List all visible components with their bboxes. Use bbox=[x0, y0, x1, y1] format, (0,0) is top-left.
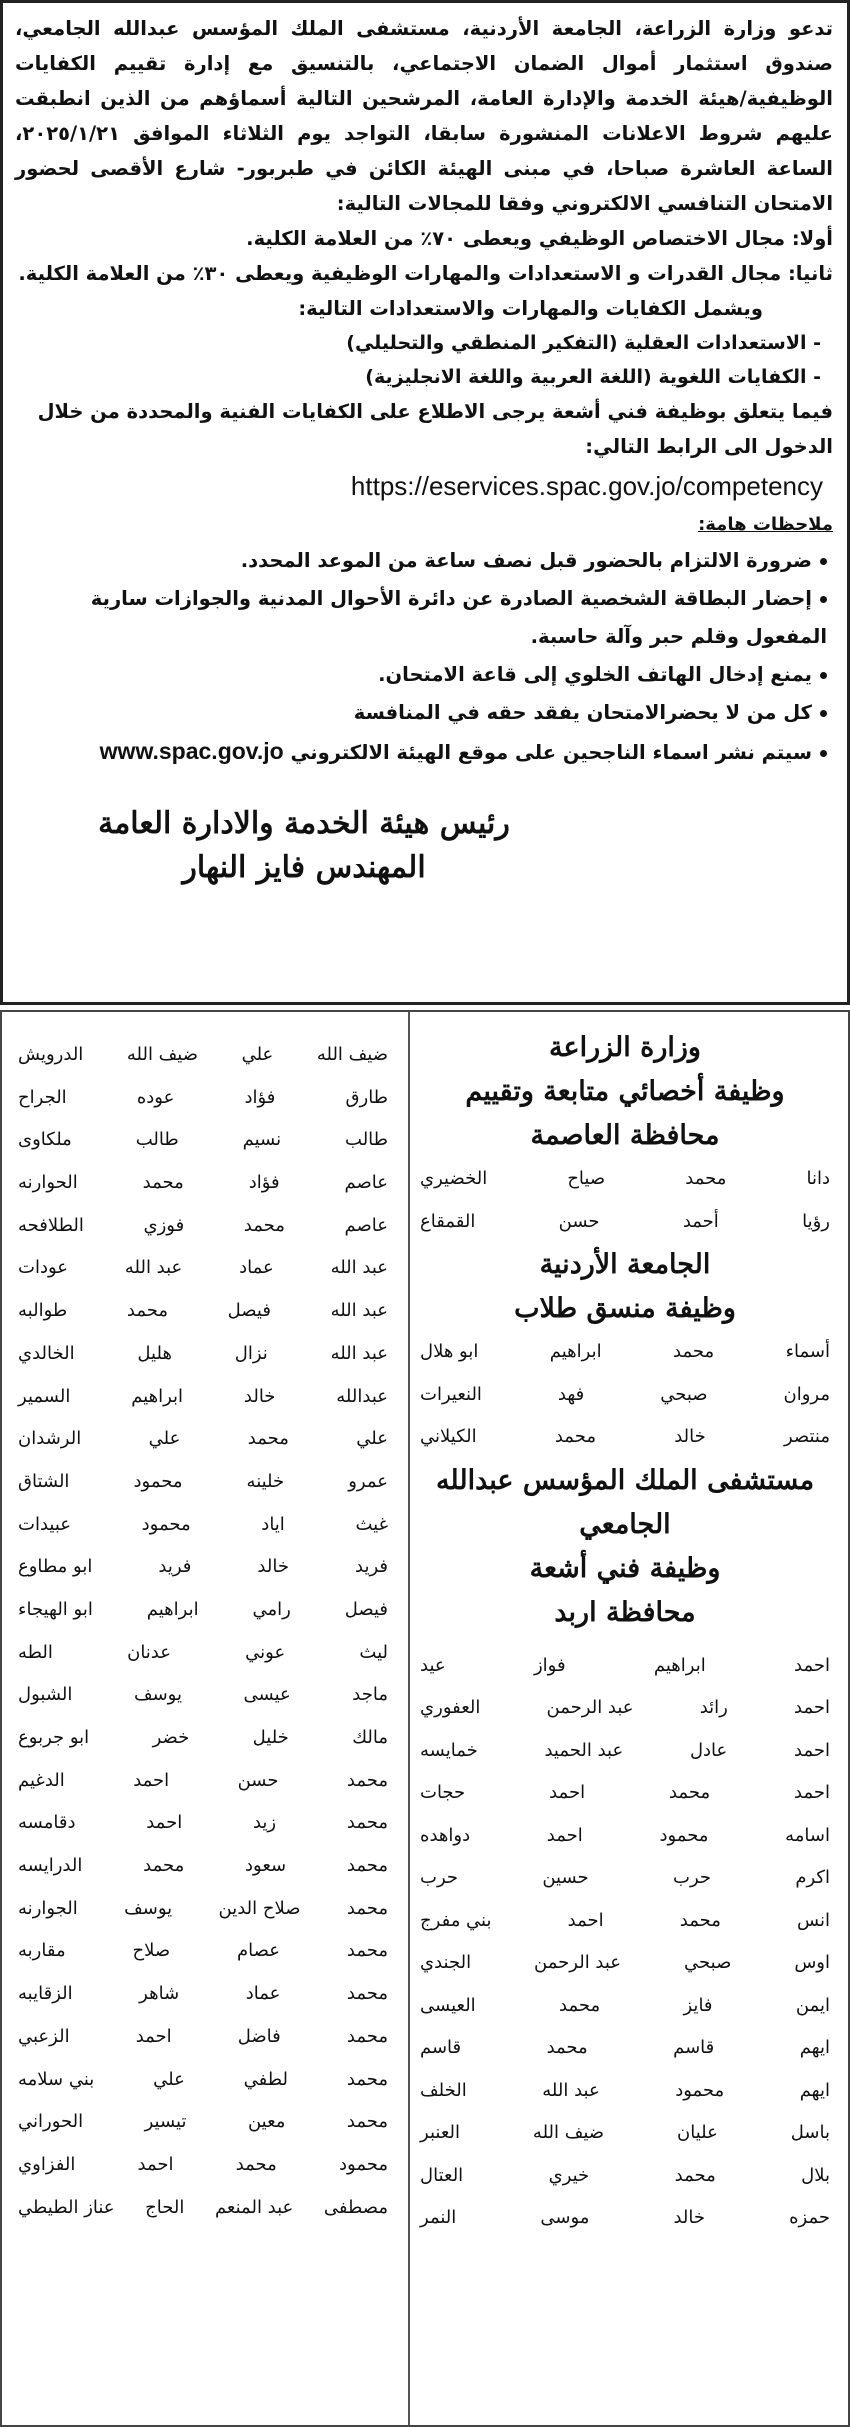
name-part: عبد الله bbox=[330, 1300, 388, 1322]
candidate-name-row bbox=[420, 1374, 830, 1417]
candidates-left-column bbox=[2, 1012, 408, 2425]
name-part: محمود bbox=[339, 2153, 388, 2175]
hospital-governorate: محافظة اربد bbox=[554, 1596, 696, 1628]
name-part: طالب bbox=[345, 1129, 388, 1151]
candidate-name-row bbox=[12, 1845, 388, 1888]
name-part: الرشدان bbox=[18, 1428, 82, 1450]
name-part: محمد bbox=[247, 1428, 289, 1450]
competency-link[interactable]: https://eservices.spac.gov.jo/competency bbox=[350, 471, 823, 501]
name-part: ابو جربوع bbox=[18, 1727, 90, 1748]
competency-mental: - الاستعدادات العقلية (التفكير المنطقي والتحليلي) bbox=[346, 332, 821, 354]
name-part: رؤيا bbox=[802, 1210, 830, 1232]
candidate-name-row bbox=[420, 1687, 830, 1730]
name-part: ابراهيم bbox=[549, 1341, 602, 1362]
name-part: يوسف bbox=[124, 1897, 173, 1919]
name-part: الطلافحه bbox=[18, 1214, 84, 1236]
name-part: أحمد bbox=[682, 1210, 719, 1232]
candidate-name-row bbox=[12, 1632, 388, 1675]
name-part: عبد الرحمن bbox=[546, 1697, 634, 1718]
candidate-name-row bbox=[12, 1333, 388, 1376]
name-part: احمد bbox=[546, 1824, 583, 1846]
name-part: عيد bbox=[420, 1654, 446, 1676]
name-part: الدغيم bbox=[18, 1769, 65, 1791]
name-part: عليان bbox=[677, 2122, 718, 2143]
bullet-icon bbox=[820, 710, 827, 717]
name-part: فريد bbox=[355, 1556, 388, 1578]
ministry-names bbox=[420, 1158, 830, 1243]
signature-title: رئيس هيئة الخدمة والادارة العامة bbox=[98, 806, 510, 841]
name-part: سعود bbox=[245, 1855, 287, 1877]
name-part: ابو مطاوع bbox=[18, 1556, 93, 1578]
ministry-job: وظيفة أخصائي متابعة وتقييم bbox=[465, 1076, 785, 1107]
name-part: ابراهيم bbox=[653, 1654, 706, 1676]
candidate-name-row bbox=[12, 1162, 388, 1205]
candidate-name-row bbox=[12, 1589, 388, 1632]
name-part: غيث bbox=[355, 1513, 388, 1535]
name-part: فوزي bbox=[143, 1214, 185, 1236]
hospital-names-continued bbox=[12, 1034, 388, 2229]
name-part: احمد bbox=[146, 1812, 183, 1834]
candidate-name-row bbox=[12, 1290, 388, 1333]
name-part: احمد bbox=[794, 1654, 830, 1676]
candidate-name-row bbox=[420, 1730, 830, 1773]
name-part: الفزاوي bbox=[18, 2153, 76, 2175]
name-part: فايز bbox=[683, 1994, 713, 2016]
name-part: منتصر bbox=[783, 1426, 830, 1447]
name-part: ابو هلال bbox=[420, 1341, 479, 1362]
name-part: محمد bbox=[243, 1214, 285, 1236]
candidate-name-row bbox=[420, 2155, 830, 2198]
name-part: ماجد bbox=[352, 1684, 388, 1706]
name-part: عماد bbox=[245, 1983, 281, 2005]
name-part: علي bbox=[356, 1428, 388, 1450]
name-part: الجندي bbox=[420, 1952, 472, 1973]
hospital-heading-line2: الجامعي bbox=[579, 1508, 671, 1540]
name-part: العنبر bbox=[420, 2122, 460, 2143]
candidate-name-row bbox=[12, 1674, 388, 1717]
name-part: عمرو bbox=[348, 1470, 388, 1492]
field-specialization: أولا: مجال الاختصاص الوظيفي ويعطى ٧٠٪ من العلامة الكلية. bbox=[246, 227, 833, 250]
name-part: الجوارنه bbox=[18, 1897, 78, 1919]
name-part: عاصم bbox=[344, 1172, 388, 1194]
field-abilities: ثانيا: مجال القدرات و الاستعدادات والمهارات الوظيفية ويعطى ٣٠٪ من العلامة الكلية. bbox=[18, 262, 833, 285]
note-item: إحضار البطاقة الشخصية الصادرة عن دائرة الأحوال المدنية والجوازات سارية المفعول وقلم حبر وآلة حاسبة. bbox=[90, 587, 827, 648]
name-part: الحوارنه bbox=[18, 1172, 78, 1194]
name-part: محمد bbox=[346, 1983, 388, 2005]
name-part: محمد bbox=[346, 1897, 388, 1919]
name-part: خالد bbox=[257, 1556, 289, 1578]
name-part: علي bbox=[153, 2068, 185, 2090]
name-part: علي bbox=[148, 1428, 181, 1450]
candidate-name-row bbox=[12, 2144, 388, 2187]
candidate-name-row bbox=[420, 2027, 830, 2070]
name-part: حسن bbox=[558, 1210, 600, 1232]
name-part: الخالدي bbox=[18, 1342, 75, 1364]
name-part: محمود bbox=[675, 2079, 725, 2101]
name-part: حمزه bbox=[789, 2207, 830, 2228]
name-part: احمد bbox=[794, 1739, 830, 1761]
name-part: عناز الطيطي bbox=[18, 2196, 115, 2218]
name-part: ابراهيم bbox=[146, 1598, 199, 1620]
name-part: خالد bbox=[674, 1426, 706, 1447]
name-part: اكرم bbox=[795, 1867, 830, 1888]
bullet-icon bbox=[820, 672, 827, 679]
note-item: كل من لا يحضرالامتحان يفقد حقه في المنافسة bbox=[15, 694, 833, 732]
name-part: محمد bbox=[126, 1300, 168, 1322]
announcement-intro: تدعو وزارة الزراعة، الجامعة الأردنية، مستشفى الملك المؤسس عبدالله الجامعي، صندوق استثمار أموال الضمان الاجتماعي، بالتنسيق مع إدارة تقييم الكفايات الوظيفية/هيئة الخدمة والإدارة العامة، المرشحين التالية أسماؤهم من الذين انطبقت عليهم شروط الاعلانات المنشورة سابقا، التواجد يوم الثلاثاء الموافق ٢٠٢٥/١/٢١، الساعة العاشرة صباحا، في مبنى الهيئة الكائن في طبربور- شارع الأقصى لحضور الامتحان التنافسي الالكتروني وفقا للمجالات التالية: bbox=[15, 17, 833, 215]
name-part: طوالبه bbox=[18, 1300, 68, 1322]
name-part: محمد bbox=[668, 1782, 711, 1803]
name-part: خمايسه bbox=[420, 1739, 478, 1761]
name-part: عبد الرحمن bbox=[534, 1952, 622, 1973]
name-part: خيري bbox=[548, 2164, 590, 2186]
name-part: عوده bbox=[136, 1086, 175, 1108]
name-part: ليث bbox=[359, 1641, 388, 1663]
candidate-name-row bbox=[420, 1857, 830, 1900]
name-part: فاضل bbox=[237, 2025, 281, 2047]
name-part: الجراح bbox=[18, 1086, 67, 1108]
name-part: خالد bbox=[243, 1385, 276, 1407]
candidate-name-row bbox=[420, 2112, 830, 2155]
name-part: بلال bbox=[801, 2164, 830, 2186]
name-part: مالك bbox=[352, 1727, 388, 1748]
name-part: خالد bbox=[673, 2207, 706, 2228]
name-part: خضر bbox=[152, 1727, 190, 1748]
name-part: محمد bbox=[685, 1168, 727, 1189]
candidate-name-row bbox=[420, 1772, 830, 1815]
name-part: اوس bbox=[794, 1952, 830, 1973]
name-part: احمد bbox=[794, 1782, 830, 1803]
candidate-name-row bbox=[420, 1942, 830, 1985]
candidate-name-row bbox=[12, 1376, 388, 1419]
name-part: ابراهيم bbox=[131, 1385, 184, 1407]
name-part: تيسير bbox=[144, 2111, 187, 2133]
name-part: القمقاع bbox=[420, 1210, 476, 1232]
candidate-name-row bbox=[12, 1888, 388, 1931]
name-part: محمد bbox=[554, 1426, 596, 1447]
candidate-name-row bbox=[12, 1418, 388, 1461]
name-part: العفوري bbox=[420, 1697, 481, 1718]
name-part: حرب bbox=[673, 1867, 712, 1888]
bullet-icon bbox=[820, 596, 827, 603]
name-part: فواز bbox=[533, 1654, 566, 1676]
name-part: محمد bbox=[142, 1172, 184, 1194]
name-part: محمد bbox=[346, 1769, 388, 1791]
name-part: العتال bbox=[420, 2164, 464, 2186]
name-part: صلاح الدين bbox=[218, 1897, 301, 1919]
competencies-heading: ويشمل الكفايات والمهارات والاستعدادات التالية: bbox=[298, 297, 763, 320]
name-part: عودات bbox=[18, 1257, 69, 1279]
candidate-name-row bbox=[12, 1760, 388, 1803]
name-part: ابو الهيجاء bbox=[18, 1598, 93, 1620]
candidate-name-row bbox=[12, 1034, 388, 1077]
name-part: دواهده bbox=[420, 1824, 471, 1846]
note-item: ضرورة الالتزام بالحضور قبل نصف ساعة من الموعد المحدد. bbox=[15, 542, 833, 580]
candidate-name-row bbox=[12, 1504, 388, 1547]
candidate-name-row bbox=[420, 1985, 830, 2028]
name-part: رائد bbox=[699, 1697, 728, 1718]
competency-language: - الكفايات اللغوية (اللغة العربية واللغة الانجليزية) bbox=[365, 366, 821, 388]
name-part: بني سلامه bbox=[18, 2068, 95, 2090]
name-part: احمد bbox=[135, 2025, 172, 2047]
name-part: مصطفى bbox=[323, 2196, 388, 2218]
signature bbox=[15, 802, 593, 890]
name-part: الخلف bbox=[420, 2079, 467, 2101]
candidate-name-row bbox=[12, 1930, 388, 1973]
name-part: معين bbox=[247, 2111, 286, 2133]
name-part: الحوراني bbox=[18, 2111, 84, 2133]
name-part: الشتاق bbox=[18, 1470, 70, 1492]
name-part: احمد bbox=[567, 1909, 604, 1931]
university-job: وظيفة منسق طلاب bbox=[514, 1293, 736, 1324]
candidate-name-row bbox=[12, 1546, 388, 1589]
candidate-name-row bbox=[420, 2070, 830, 2113]
candidate-name-row bbox=[12, 2059, 388, 2102]
name-part: الشبول bbox=[18, 1684, 73, 1706]
candidate-name-row bbox=[420, 1815, 830, 1858]
name-part: فيصل bbox=[344, 1598, 388, 1620]
bullet-icon bbox=[820, 750, 827, 757]
name-part: محمد bbox=[143, 1855, 185, 1877]
name-part: عبد الله bbox=[330, 1257, 388, 1279]
candidate-name-row bbox=[12, 1119, 388, 1162]
name-part: محمد bbox=[346, 2025, 388, 2047]
name-part: عبد الحميد bbox=[544, 1739, 624, 1761]
candidate-name-row bbox=[420, 1201, 830, 1244]
candidate-name-row bbox=[420, 1416, 830, 1459]
name-part: عدنان bbox=[127, 1641, 171, 1663]
name-part: هليل bbox=[137, 1342, 172, 1364]
name-part: ملكاوى bbox=[18, 1129, 72, 1151]
name-part: ايهم bbox=[799, 2037, 830, 2058]
name-part: نزال bbox=[234, 1342, 268, 1364]
name-part: النعيرات bbox=[420, 1383, 482, 1405]
name-part: محمد bbox=[235, 2153, 277, 2175]
name-part: رامي bbox=[252, 1598, 291, 1620]
name-part: احمد bbox=[137, 2153, 174, 2175]
name-part: فهد bbox=[557, 1383, 585, 1405]
name-part: صبحي bbox=[660, 1383, 708, 1405]
name-part: ضيف الله bbox=[316, 1044, 388, 1065]
name-part: محمد bbox=[346, 1855, 388, 1877]
name-part: صلاح bbox=[132, 1940, 171, 1962]
name-part: الطه bbox=[18, 1641, 53, 1663]
name-part: طالب bbox=[135, 1129, 179, 1151]
name-part: عادل bbox=[689, 1739, 728, 1761]
candidate-name-row bbox=[420, 1645, 830, 1688]
candidates-right-column bbox=[408, 1012, 848, 2425]
signature-name: المهندس فايز النهار bbox=[182, 850, 426, 885]
name-part: محمد bbox=[674, 2164, 716, 2186]
name-part: عيسى bbox=[243, 1684, 291, 1706]
name-part: فريد bbox=[158, 1556, 192, 1578]
name-part: محمود bbox=[659, 1824, 709, 1846]
name-part: محمد bbox=[559, 1994, 601, 2016]
name-part: علي bbox=[241, 1044, 274, 1065]
site-link[interactable]: www.spac.gov.jo bbox=[99, 738, 284, 764]
name-part: قاسم bbox=[420, 2037, 462, 2058]
name-part: طارق bbox=[345, 1086, 388, 1108]
candidate-name-row bbox=[420, 2197, 830, 2240]
name-part: ايهم bbox=[799, 2079, 830, 2101]
announcement-box bbox=[0, 0, 850, 1005]
name-part: محمد bbox=[546, 2037, 588, 2058]
candidate-name-row bbox=[12, 2101, 388, 2144]
name-part: محمد bbox=[346, 2111, 388, 2133]
name-part: الحاج bbox=[145, 2196, 185, 2218]
name-part: حسن bbox=[237, 1769, 279, 1791]
name-part: حرب bbox=[420, 1867, 459, 1888]
name-part: محمود bbox=[133, 1470, 183, 1492]
name-part: فيصل bbox=[227, 1300, 271, 1322]
name-part: عصام bbox=[237, 1940, 280, 1962]
hospital-job: وظيفة فني أشعة bbox=[529, 1552, 721, 1584]
name-part: الكيلاني bbox=[420, 1426, 477, 1447]
name-part: محمد bbox=[346, 1940, 388, 1962]
name-part: محمود bbox=[141, 1513, 191, 1535]
name-part: عبد الله bbox=[330, 1342, 388, 1364]
name-part: دانا bbox=[806, 1168, 830, 1189]
name-part: عبد الله bbox=[542, 2079, 600, 2101]
note-item: يمنع إدخال الهاتف الخلوي إلى قاعة الامتحان. bbox=[15, 656, 833, 694]
hospital-names bbox=[420, 1645, 830, 2240]
name-part: عوني bbox=[245, 1641, 286, 1663]
name-part: احمد bbox=[794, 1697, 830, 1718]
name-part: ضيف الله bbox=[126, 1044, 199, 1065]
name-part: شاهر bbox=[139, 1983, 180, 2005]
name-part: محمد bbox=[673, 1341, 715, 1362]
name-part: أسماء bbox=[785, 1341, 830, 1362]
name-part: خلينه bbox=[246, 1470, 285, 1492]
name-part: فؤاد bbox=[244, 1086, 276, 1108]
name-part: احمد bbox=[133, 1769, 170, 1791]
name-part: ايمن bbox=[795, 1994, 830, 2016]
candidate-name-row bbox=[12, 1973, 388, 2016]
name-part: لطفي bbox=[243, 2068, 289, 2090]
name-part: الدرويش bbox=[18, 1044, 84, 1065]
name-part: النمر bbox=[420, 2207, 457, 2228]
name-part: محمد bbox=[346, 2068, 388, 2090]
name-part: محمد bbox=[346, 1812, 388, 1834]
candidate-name-row bbox=[12, 1461, 388, 1504]
hospital-heading: مستشفى الملك المؤسس عبدالله bbox=[435, 1464, 815, 1496]
ministry-governorate: محافظة العاصمة bbox=[530, 1120, 720, 1151]
candidate-name-row bbox=[420, 1158, 830, 1201]
name-part: عبدالله bbox=[336, 1385, 388, 1407]
bullet-icon bbox=[820, 558, 827, 565]
name-part: الزقايبه bbox=[18, 1983, 73, 2005]
name-part: حجات bbox=[420, 1782, 466, 1803]
candidate-name-row bbox=[420, 1331, 830, 1374]
name-part: العيسى bbox=[420, 1994, 476, 2016]
name-part: نسيم bbox=[242, 1129, 282, 1151]
name-part: الزعبي bbox=[18, 2025, 70, 2047]
name-part: ضيف الله bbox=[532, 2122, 605, 2143]
notes-title: ملاحظات هامة: bbox=[698, 514, 833, 535]
university-heading: الجامعة الأردنية bbox=[539, 1249, 711, 1280]
name-part: مروان bbox=[783, 1383, 830, 1405]
name-part: عبد الله bbox=[124, 1257, 183, 1279]
name-part: حسين bbox=[542, 1867, 589, 1888]
candidate-name-row bbox=[12, 2187, 388, 2230]
name-part: عماد bbox=[239, 1257, 274, 1279]
candidate-name-row bbox=[12, 1717, 388, 1760]
candidates-section bbox=[0, 1010, 850, 2427]
candidate-name-row bbox=[12, 1802, 388, 1845]
university-names bbox=[420, 1331, 830, 1459]
name-part: احمد bbox=[549, 1782, 586, 1803]
name-part: انس bbox=[797, 1909, 830, 1931]
name-part: زيد bbox=[252, 1812, 277, 1834]
name-part: اسامه bbox=[785, 1824, 830, 1846]
name-part: خليل bbox=[252, 1727, 289, 1748]
name-part: صياح bbox=[567, 1168, 606, 1189]
name-part: فؤاد bbox=[248, 1172, 280, 1194]
name-part: الدرايسه bbox=[18, 1855, 83, 1877]
name-part: محمد bbox=[679, 1909, 721, 1931]
candidate-name-row bbox=[12, 1077, 388, 1120]
name-part: بني مفرج bbox=[420, 1909, 492, 1931]
name-part: موسى bbox=[540, 2207, 590, 2228]
name-part: مقاربه bbox=[18, 1940, 66, 1962]
name-part: قاسم bbox=[673, 2037, 715, 2058]
name-part: عبد المنعم bbox=[214, 2196, 294, 2218]
name-part: اياد bbox=[261, 1513, 285, 1535]
candidate-name-row bbox=[12, 1247, 388, 1290]
name-part: السمير bbox=[18, 1385, 71, 1407]
name-part: صبحي bbox=[684, 1952, 732, 1973]
note-item: سيتم نشر اسماء الناجحين على موقع الهيئة الالكتروني www.spac.gov.jo bbox=[15, 732, 833, 772]
xray-note: فيما يتعلق بوظيفة فني أشعة يرجى الاطلاع على الكفايات الفنية والمحددة من خلال الدخول الى الرابط التالي: bbox=[37, 400, 833, 458]
name-part: دقامسه bbox=[18, 1812, 76, 1834]
name-part: الخضيري bbox=[420, 1168, 488, 1189]
candidate-name-row bbox=[12, 1205, 388, 1248]
name-part: عاصم bbox=[344, 1214, 388, 1236]
name-part: باسل bbox=[790, 2122, 830, 2143]
candidate-name-row bbox=[420, 1900, 830, 1943]
ministry-heading: وزارة الزراعة bbox=[549, 1032, 701, 1063]
candidate-name-row bbox=[12, 2016, 388, 2059]
name-part: عبيدات bbox=[18, 1513, 71, 1535]
name-part: يوسف bbox=[133, 1684, 182, 1706]
